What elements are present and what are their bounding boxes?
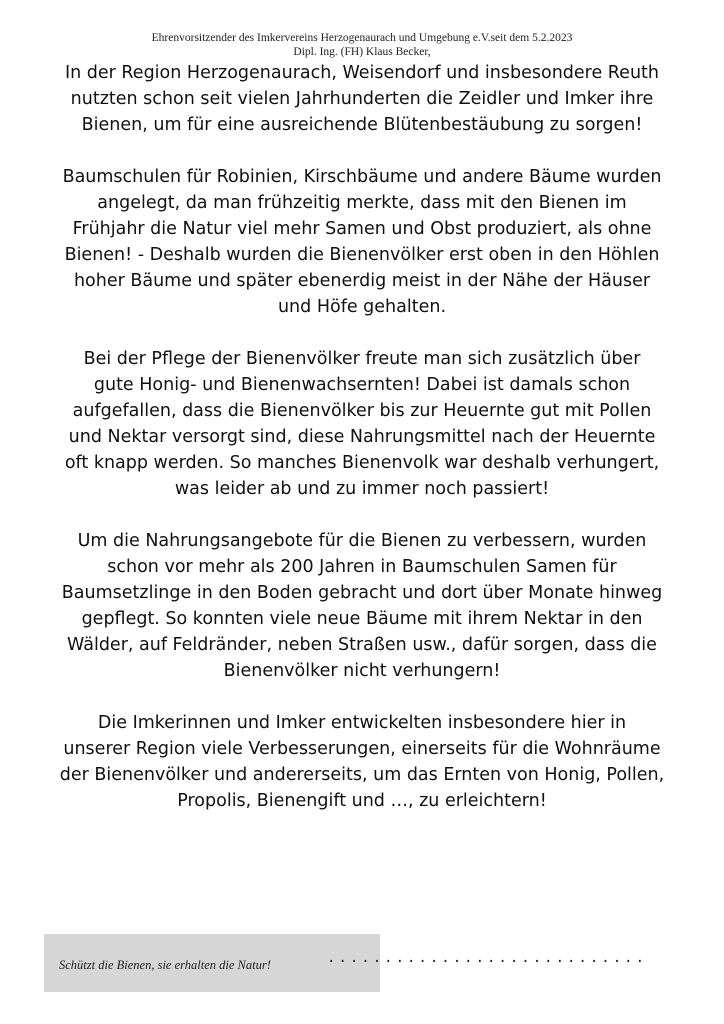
header-title-line: Ehrenvorsitzender des Imkervereins Herzogenaurach und Umgebung e.V.seit dem 5.2.2023 [151,32,573,44]
text-line: und Nektar versorgt sind, diese Nahrungsmittel nach der Heuernte [68,427,656,447]
text-line: schon vor mehr als 200 Jahren in Baumschulen Samen für [107,557,617,577]
text-line: Die Imkerinnen und Imker entwickelten insbesondere hier in [97,713,627,733]
text-line: Bei der Pflege der Bienenvölker freute man sich zusätzlich über [83,349,641,369]
document-header [0,31,724,59]
paragraph-history [40,60,684,138]
text-line: Bienen, um für eine ausreichende Blütenbestäubung zu sorgen! [81,115,643,135]
document-body [40,60,684,840]
text-line: gepflegt. So konnten viele neue Bäume mit ihrem Nektar in den [81,609,643,629]
footer-slogan: Schützt die Bienen, sie erhalten die Natur! [59,958,271,972]
text-line: Um die Nahrungsangebote für die Bienen zu verbessern, wurden [77,531,647,551]
text-line: der Bienenvölker und andererseits, um das Ernten von Honig, Pollen, [59,765,665,785]
text-line: was leider ab und zu immer noch passiert! [174,479,550,499]
text-line: Bienen! - Deshalb wurden die Bienenvölker erst oben in den Höhlen [64,245,660,265]
paragraph-tree-nurseries [40,164,684,320]
text-line: und Höfe gehalten. [277,297,447,317]
paragraph-beekeeping-care [40,346,684,502]
text-line: angelegt, da man frühzeitig merkte, dass mit den Bienen im [97,193,627,213]
text-line: In der Region Herzogenaurach, Weisendorf und insbesondere Reuth [64,63,659,83]
text-line: aufgefallen, dass die Bienenvölker bis zur Heuernte gut mit Pollen [72,401,652,421]
text-line: nutzten schon seit vielen Jahrhunderten die Zeidler und Imker ihre [70,89,654,109]
paragraph-food-supply [40,528,684,684]
paragraph-improvements [40,710,684,814]
text-line: hoher Bäume und später ebenerdig meist in der Nähe der Häuser [73,271,651,291]
text-line: oft knapp werden. So manches Bienenvolk war deshalb verhungert, [64,453,660,473]
header-author-line: Dipl. Ing. (FH) Klaus Becker, [293,46,431,58]
text-line: unserer Region viele Verbesserungen, einerseits für die Wohnräume [63,739,661,759]
text-line: Baumsetzlinge in den Boden gebracht und dort über Monate hinweg [61,583,663,603]
text-line: Baumschulen für Robinien, Kirschbäume und andere Bäume wurden [62,167,662,187]
text-line: Propolis, Bienengift und …, zu erleichtern! [177,791,547,811]
text-line: Wälder, auf Feldränder, neben Straßen usw., dafür sorgen, dass die [67,635,657,655]
text-line: Frühjahr die Natur viel mehr Samen und Obst produziert, als ohne [72,219,652,239]
text-line: Bienenvölker nicht verhungern! [223,661,501,681]
text-line: gute Honig- und Bienenwachsernten! Dabei ist damals schon [93,375,631,395]
signature-dotted-line: ............................ [327,950,648,966]
